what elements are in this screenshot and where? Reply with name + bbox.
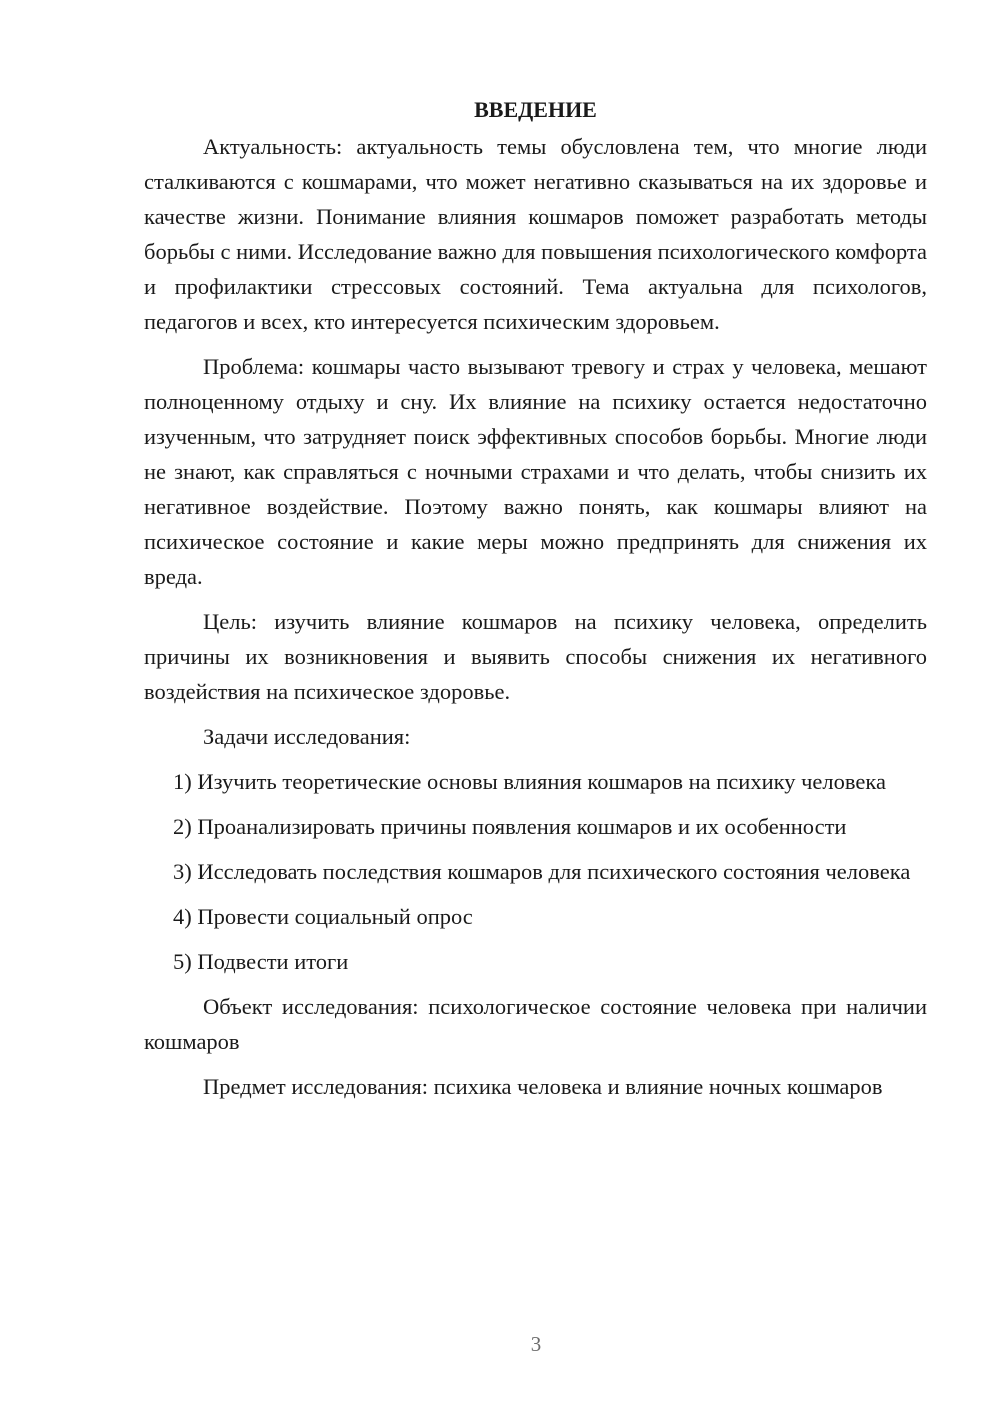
task-item-2: 2) Проанализировать причины появления кошмаров и их особенности <box>173 814 847 839</box>
task-item-3: 3) Исследовать последствия кошмаров для психического состояния человека <box>173 859 911 884</box>
section-heading: ВВЕДЕНИЕ <box>474 97 597 122</box>
paragraph-relevance: Актуальность: актуальность темы обусловлена тем, что многие люди сталкиваются с кошмарами, что может негативно сказываться на их здоровье и качестве жизни. Понимание влияния кошмаров поможет разработать методы борьбы с ними. Исследование важно для повышения психологического комфорта и профилактики стрессовых состояний. Тема актуальна для психологов, педагогов и всех, кто интересуется психическим здоровьем. <box>144 134 927 334</box>
page-number: 3 <box>530 1332 542 1356</box>
task-item-5: 5) Подвести итоги <box>173 949 349 974</box>
paragraph-problem: Проблема: кошмары часто вызывают тревогу и страх у человека, мешают полноценному отдыху и сну. Их влияние на психику остается недостаточно изученным, что затрудняет поиск эффективных способов борьбы. Многие люди не знают, как справляться с ночными страхами и что делать, чтобы снизить их негативное воздействие. Поэтому важно понять, как кошмары влияют на психическое состояние и какие меры можно предпринять для снижения их вреда. <box>144 354 927 589</box>
task-item-4: 4) Провести социальный опрос <box>173 904 473 929</box>
paragraph-goal: Цель: изучить влияние кошмаров на психику человека, определить причины их возникновения и выявить способы снижения их негативного воздействия на психическое здоровье. <box>144 609 927 704</box>
task-item-1: 1) Изучить теоретические основы влияния кошмаров на психику человека <box>173 769 886 794</box>
page-content <box>144 92 927 1114</box>
paragraph-subject: Предмет исследования: психика человека и влияние ночных кошмаров <box>203 1074 883 1099</box>
paragraph-object: Объект исследования: психологическое состояние человека при наличии кошмаров <box>144 994 927 1054</box>
tasks-heading: Задачи исследования: <box>203 724 411 749</box>
